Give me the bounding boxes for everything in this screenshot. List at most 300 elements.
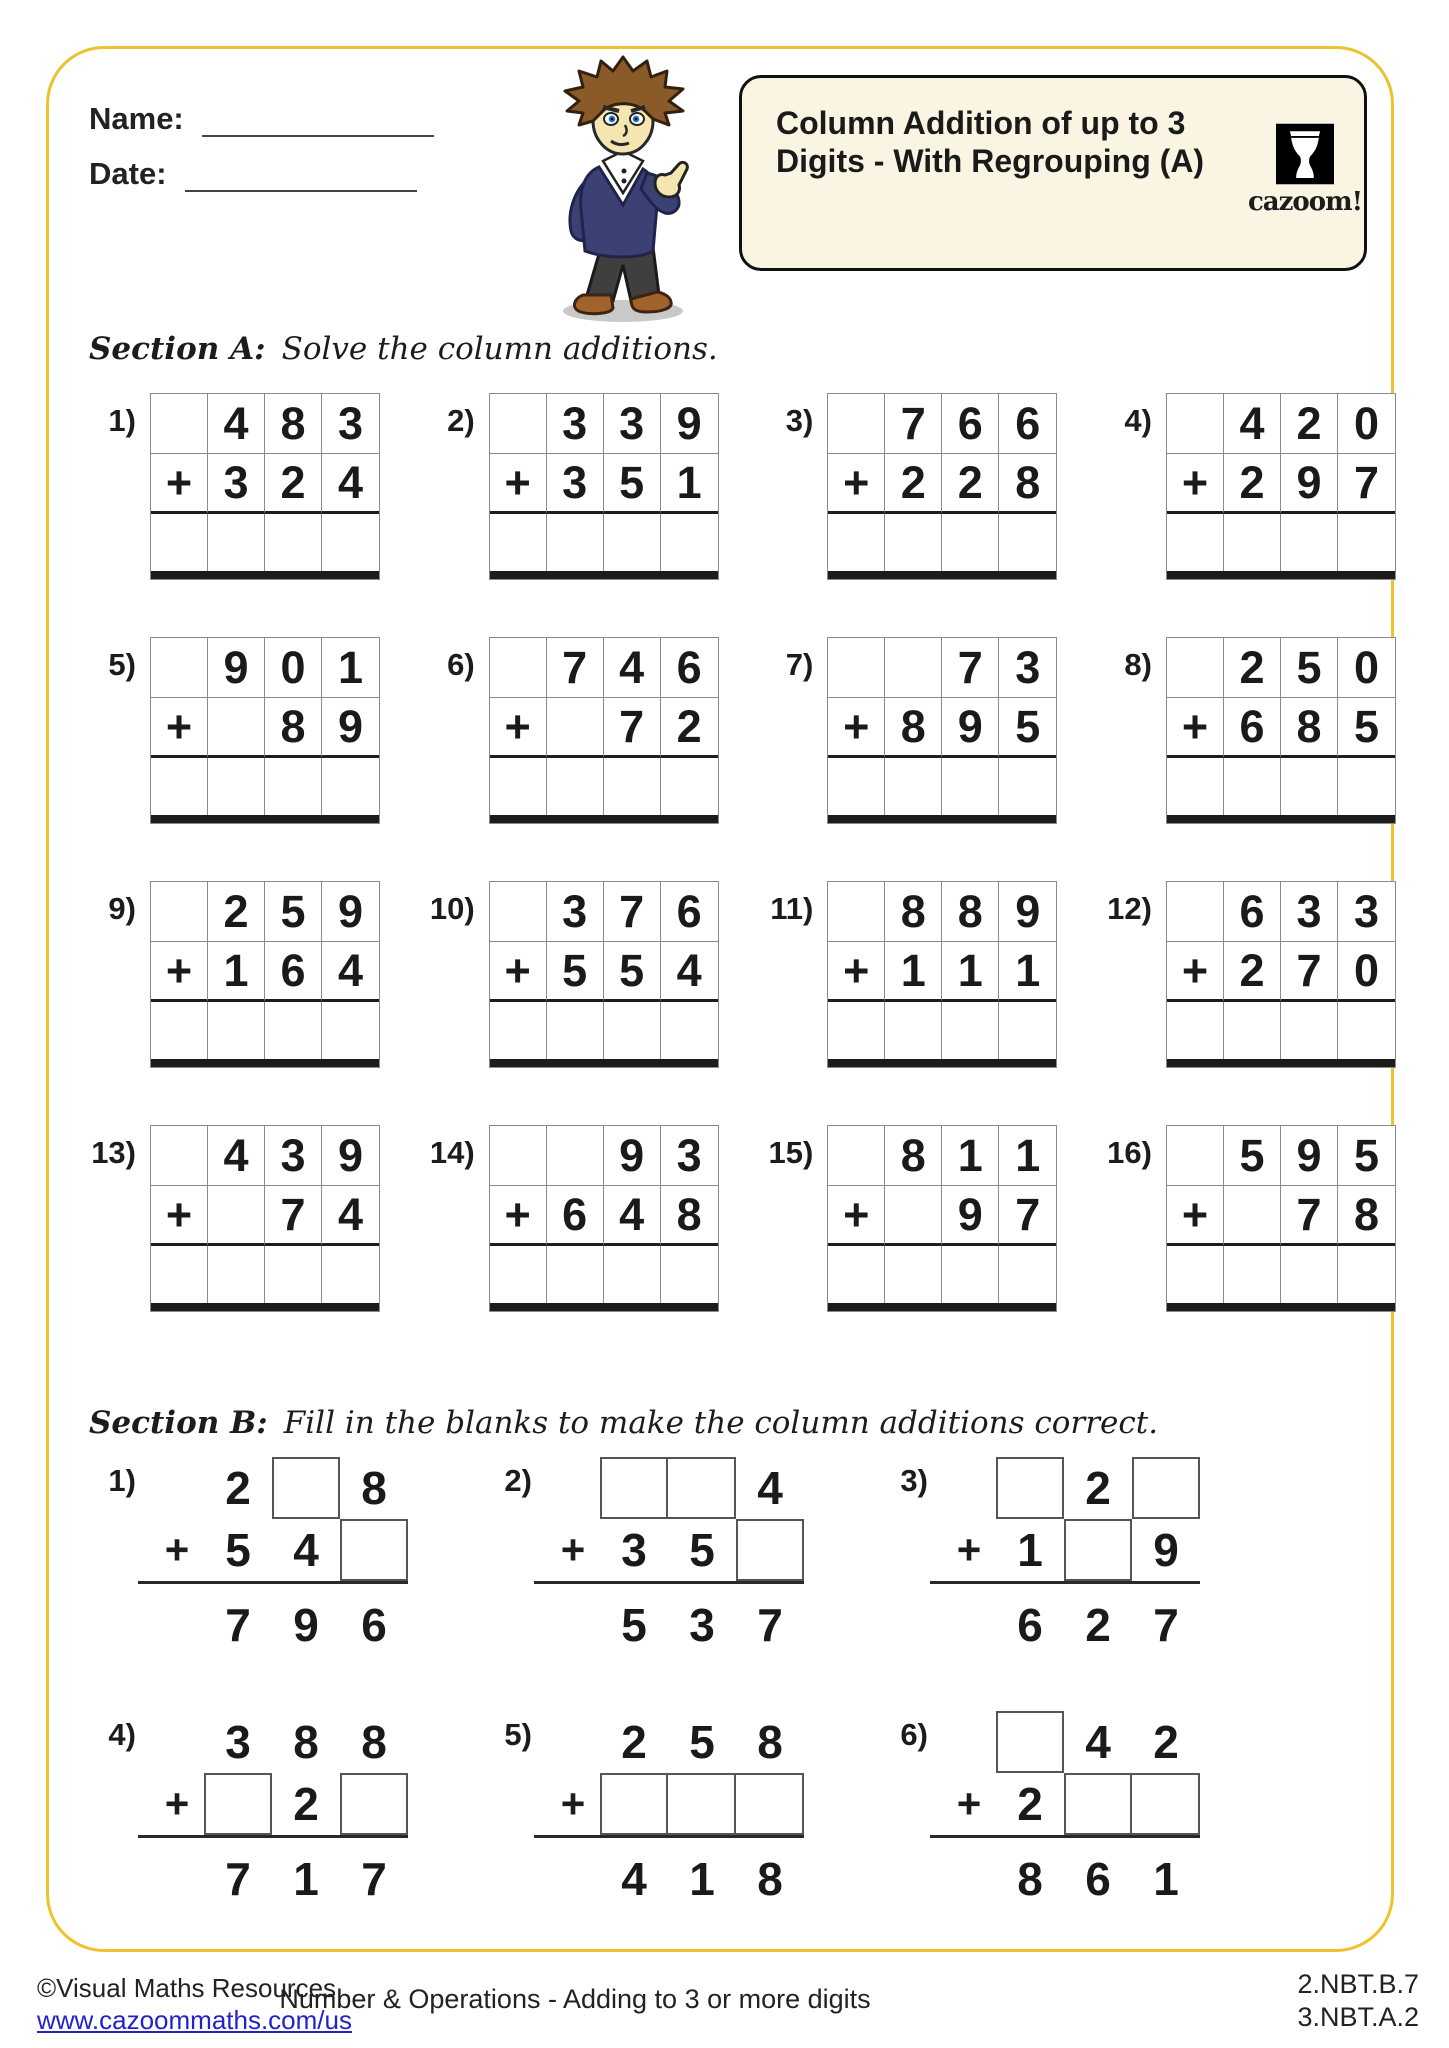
answer-row [828,1246,1056,1303]
digit-cell [151,638,208,698]
blank-box[interactable] [204,1773,272,1835]
column-addition-grid [827,1125,1057,1312]
answer-digit: 4 [621,1853,647,1905]
blank-box[interactable] [668,1457,736,1519]
digit-cell: 8 [661,1186,718,1246]
answer-cell[interactable] [490,1002,547,1059]
answer-cell[interactable] [322,1246,379,1303]
digit-cell: 7 [1281,1186,1338,1246]
addend-bottom-row [490,698,718,758]
fill-blank-grid [150,1711,408,1910]
footer-standards [1297,1968,1419,2034]
grid-bottom-bar [1167,571,1395,579]
blank-box[interactable] [996,1457,1064,1519]
problem-number: 3) [900,1463,928,1498]
problem-number: 3) [785,403,814,438]
addend-bottom-row [828,1186,1056,1246]
addend-bottom-row [151,942,379,1002]
blank-box[interactable] [736,1773,804,1835]
answer-cell[interactable] [151,758,208,815]
problem-number: 8) [1124,647,1152,682]
answer-row [828,758,1056,815]
digit-cell: 2 [942,454,999,514]
digit-cell: 9 [604,1126,661,1186]
answer-cell[interactable] [1281,1246,1338,1303]
addition-problem [751,881,1057,1068]
fill-blank-problem [74,1711,470,1910]
answer-cell[interactable] [322,758,379,815]
answer-cell[interactable] [604,758,661,815]
spacer-cell [150,1594,204,1656]
problem-number: 5) [504,1717,532,1752]
digit-cell: 2 [1224,454,1281,514]
problem-number: 13) [91,1135,136,1170]
addend-top-row [828,882,1056,942]
answer-cell[interactable] [265,758,322,815]
answer-cell[interactable] [1224,514,1281,571]
digit-cell: 2 [208,882,265,942]
fill-blank-problem [470,1457,866,1656]
blank-box[interactable] [600,1773,668,1835]
digit: 3 [621,1524,647,1576]
spacer-cell [150,1711,204,1773]
plus-sign-cell: + [490,942,547,1002]
grid-bottom-bar [490,1303,718,1311]
blank-box[interactable] [1064,1519,1132,1581]
answer-row [1167,758,1395,815]
digit-cell [151,1126,208,1186]
digit-cell: 9 [942,698,999,758]
digit-cell: 4 [322,942,379,1002]
blank-box[interactable] [668,1773,736,1835]
answer-row [151,1002,379,1059]
digit: 8 [361,1462,387,1514]
answer-digit: 6 [1017,1599,1043,1651]
answer-cell[interactable] [1281,1002,1338,1059]
digit-cell: 9 [999,882,1056,942]
addition-problem [1090,881,1396,1068]
answer-cell[interactable] [1167,514,1224,571]
addend-top-row [546,1457,804,1519]
answer-cell[interactable] [828,758,885,815]
answer-cell[interactable] [942,758,999,815]
answer-cell[interactable] [547,1246,604,1303]
digit-cell [1167,882,1224,942]
answer-cell[interactable] [1167,1002,1224,1059]
addition-problem [751,1125,1057,1312]
grid-bottom-bar [1167,1303,1395,1311]
digit-cell [208,698,265,758]
answer-cell[interactable] [604,514,661,571]
answer-cell[interactable] [265,1246,322,1303]
answer-digit: 6 [361,1599,387,1651]
answer-cell[interactable] [1281,514,1338,571]
addend-bottom-row [150,1519,408,1581]
digit-cell: 4 [604,638,661,698]
answer-cell[interactable] [1224,1002,1281,1059]
digit-cell: 4 [322,1186,379,1246]
digit-cell: 2 [265,454,322,514]
answer-cell[interactable] [1167,1246,1224,1303]
blank-box[interactable] [340,1773,408,1835]
answer-row [150,1838,408,1910]
answer-cell[interactable] [208,514,265,571]
digit-cell [547,698,604,758]
addition-problem [1090,1125,1396,1312]
column-addition-grid [827,637,1057,824]
digit-cell: 6 [999,394,1056,454]
digit-cell: 0 [1338,942,1395,1002]
digit-cell: 0 [265,638,322,698]
digit: 5 [225,1524,251,1576]
answer-row [828,514,1056,571]
digit-cell [490,638,547,698]
plus-sign-cell: + [1167,454,1224,514]
answer-cell[interactable] [208,1002,265,1059]
addend-top-row [151,1126,379,1186]
section-a-problems [74,393,1396,1369]
name-blank-line[interactable] [202,103,434,137]
worksheet-title: Column Addition of up to 3 Digits - With Regrouping (A) [776,105,1205,179]
column-addition-grid [489,1125,719,1312]
digit-cell: 9 [322,1126,379,1186]
grid-bottom-bar [490,1059,718,1067]
answer-cell[interactable] [661,1246,718,1303]
digit-cell [828,638,885,698]
digit-cell: 7 [1338,454,1395,514]
digit-cell: 2 [885,454,942,514]
addend-top-row [151,394,379,454]
column-addition-grid [150,881,380,1068]
logo-wordmark: cazoom! [1247,187,1363,217]
addend-bottom-row [150,1773,408,1835]
answer-cell[interactable] [151,1246,208,1303]
answer-cell[interactable] [885,758,942,815]
column-addition-grid [1166,1125,1396,1312]
answer-cell[interactable] [1167,758,1224,815]
digit-cell: 7 [942,638,999,698]
digit-cell: 1 [208,942,265,1002]
digit-cell: 9 [322,698,379,758]
spacer-cell [942,1457,996,1519]
answer-row [151,758,379,815]
answer-cell[interactable] [1338,758,1395,815]
column-addition-grid [1166,393,1396,580]
plus-sign: + [560,1526,586,1573]
cazoom-logo [1246,78,1364,268]
digit-cell: 3 [1338,882,1395,942]
addend-bottom-row [1167,1186,1395,1246]
digit-cell: 8 [999,454,1056,514]
column-addition-grid [827,881,1057,1068]
problem-number: 1) [108,403,136,438]
section-b-instruction: Fill in the blanks to make the column additions correct. [283,1405,1159,1441]
digit-cell: 8 [265,698,322,758]
digit: 2 [1017,1778,1043,1830]
title-box [739,75,1367,271]
date-field-row [89,156,417,192]
column-addition-grid [150,1125,380,1312]
answer-cell[interactable] [151,514,208,571]
answer-cell[interactable] [661,1002,718,1059]
answer-cell[interactable] [604,1002,661,1059]
answer-cell[interactable] [547,1002,604,1059]
grid-bottom-bar [490,571,718,579]
addend-bottom-row [151,454,379,514]
answer-cell[interactable] [265,514,322,571]
djembe-drum-icon [1276,122,1334,186]
addend-top-row [1167,638,1395,698]
digit-cell: 3 [547,454,604,514]
spacer-cell [546,1711,600,1773]
digit-cell: 7 [885,394,942,454]
answer-cell[interactable] [604,1246,661,1303]
spacer-cell [942,1594,996,1656]
digit-cell: 9 [1281,1126,1338,1186]
addend-bottom-row [490,942,718,1002]
digit-cell [885,1186,942,1246]
answer-cell[interactable] [942,514,999,571]
answer-cell[interactable] [999,1246,1056,1303]
section-b-heading [89,1405,1158,1441]
addend-bottom-row [490,1186,718,1246]
answer-digit: 5 [621,1599,647,1651]
answer-cell[interactable] [265,1002,322,1059]
addend-top-row [828,394,1056,454]
blank-box[interactable] [340,1519,408,1581]
answer-cell[interactable] [208,758,265,815]
answer-cell[interactable] [999,1002,1056,1059]
answer-cell[interactable] [999,514,1056,571]
answer-row [490,1002,718,1059]
digit-cell: 6 [265,942,322,1002]
column-addition-grid [827,393,1057,580]
answer-cell[interactable] [322,1002,379,1059]
answer-cell[interactable] [547,514,604,571]
answer-cell[interactable] [661,514,718,571]
digit-cell: 4 [322,454,379,514]
answer-cell[interactable] [1338,1002,1395,1059]
spacer-cell [942,1711,996,1773]
spacer-cell [150,1848,204,1910]
plus-sign-cell: + [828,454,885,514]
answer-cell[interactable] [885,1002,942,1059]
fill-blank-grid [942,1711,1200,1910]
answer-cell[interactable] [885,1246,942,1303]
answer-cell[interactable] [828,1246,885,1303]
digit-cell: 6 [547,1186,604,1246]
digit-cell: 4 [208,1126,265,1186]
grid-bottom-bar [828,815,1056,823]
digit-cell: 6 [1224,882,1281,942]
answer-digit: 7 [225,1599,251,1651]
fill-blank-problem [470,1711,866,1910]
plus-sign-cell: + [1167,942,1224,1002]
answer-row [490,514,718,571]
digit-cell [490,1126,547,1186]
digit: 2 [1085,1462,1111,1514]
problem-number: 1) [108,1463,136,1498]
digit-cell: 8 [885,1126,942,1186]
answer-cell[interactable] [490,514,547,571]
answer-cell[interactable] [1338,514,1395,571]
column-addition-grid [150,393,380,580]
plus-sign-cell: + [828,1186,885,1246]
digit-cell: 4 [604,1186,661,1246]
blank-box[interactable] [1132,1457,1200,1519]
date-blank-line[interactable] [185,158,417,192]
blank-box[interactable] [736,1519,804,1581]
column-addition-grid [1166,881,1396,1068]
plus-sign: + [956,1780,982,1827]
digit-cell: 9 [1281,454,1338,514]
plus-sign-cell: + [151,942,208,1002]
digit-cell: 2 [1224,942,1281,1002]
spacer-cell [546,1848,600,1910]
addition-problem [413,881,719,1068]
answer-row [1167,1002,1395,1059]
addition-problem [74,881,380,1068]
answer-cell[interactable] [661,758,718,815]
grid-bottom-bar [151,571,379,579]
fill-blank-problem [866,1457,1262,1656]
answer-cell[interactable] [151,1002,208,1059]
answer-cell[interactable] [942,1246,999,1303]
grid-bottom-bar [828,1303,1056,1311]
website-link[interactable]: www.cazoommaths.com/us [37,2005,352,2035]
answer-cell[interactable] [1224,758,1281,815]
fill-blank-problem [74,1457,470,1656]
digit-cell [151,394,208,454]
column-addition-grid [489,393,719,580]
answer-row [546,1838,804,1910]
problem-number: 5) [108,647,136,682]
digit-cell: 7 [1281,942,1338,1002]
date-label: Date: [89,156,167,191]
digit-cell: 3 [265,1126,322,1186]
digit-cell: 5 [1338,698,1395,758]
section-b-title: Section B: [89,1405,268,1441]
plus-sign: + [164,1780,190,1827]
blank-box[interactable] [600,1457,668,1519]
plus-sign-cell: + [490,454,547,514]
name-field-row [89,101,434,137]
addition-problem [751,393,1057,580]
answer-digit: 1 [689,1853,715,1905]
addition-problem [413,1125,719,1312]
digit-cell: 6 [942,394,999,454]
digit: 5 [689,1716,715,1768]
addition-problem [74,637,380,824]
blank-box[interactable] [996,1711,1064,1773]
answer-cell[interactable] [828,514,885,571]
blank-box[interactable] [1064,1773,1132,1835]
spacer-cell [150,1457,204,1519]
digit-cell: 1 [322,638,379,698]
section-a-instruction: Solve the column additions. [281,331,718,367]
answer-cell[interactable] [547,758,604,815]
footer-topic: Number & Operations - Adding to 3 or more digits [279,1984,871,2014]
digit-cell: 3 [661,1126,718,1186]
digit-cell: 3 [547,394,604,454]
digit-cell: 5 [547,942,604,1002]
digit-cell: 6 [661,882,718,942]
addend-top-row [151,638,379,698]
answer-cell[interactable] [1338,1246,1395,1303]
digit-cell: 5 [1224,1126,1281,1186]
spacer-cell [942,1848,996,1910]
addend-bottom-row [942,1519,1200,1581]
fill-blank-grid [150,1457,408,1656]
answer-cell[interactable] [828,1002,885,1059]
answer-row [150,1584,408,1656]
answer-row [151,1246,379,1303]
problem-number: 6) [900,1717,928,1752]
digit-cell: 5 [604,454,661,514]
digit-cell: 5 [265,882,322,942]
digit: 8 [361,1716,387,1768]
addition-problem [1090,393,1396,580]
digit-cell: 7 [604,882,661,942]
plus-sign-cell: + [490,698,547,758]
answer-cell[interactable] [490,758,547,815]
addend-bottom-row [490,454,718,514]
digit-cell [151,882,208,942]
digit: 2 [1153,1716,1179,1768]
addend-top-row [490,882,718,942]
digit-cell [1167,1126,1224,1186]
digit-cell: 2 [1281,394,1338,454]
plus-sign-cell: + [151,454,208,514]
answer-cell[interactable] [490,1246,547,1303]
addend-bottom-row [1167,698,1395,758]
digit-cell: 2 [1224,638,1281,698]
digit-cell: 4 [1224,394,1281,454]
digit: 4 [757,1462,783,1514]
plus-sign-cell: + [151,1186,208,1246]
standard-code: 2.NBT.B.7 [1297,1969,1419,1999]
answer-cell[interactable] [999,758,1056,815]
digit: 4 [293,1524,319,1576]
digit-cell: 5 [604,942,661,1002]
answer-digit: 1 [293,1853,319,1905]
addend-bottom-row [546,1773,804,1835]
addend-top-row [150,1457,408,1519]
digit-cell [1224,1186,1281,1246]
blank-box[interactable] [272,1457,340,1519]
digit-cell [490,882,547,942]
blank-box[interactable] [1132,1773,1200,1835]
problem-number: 12) [1107,891,1152,926]
problem-number: 9) [108,891,136,926]
digit-cell: 1 [999,942,1056,1002]
answer-cell[interactable] [208,1246,265,1303]
mascot-illustration [547,53,705,330]
digit-cell [547,1126,604,1186]
problem-number: 2) [447,403,475,438]
problem-number: 4) [1124,403,1152,438]
addend-top-row [490,394,718,454]
answer-cell[interactable] [885,514,942,571]
answer-digit: 6 [1085,1853,1111,1905]
answer-cell[interactable] [1281,758,1338,815]
digit-cell: 5 [999,698,1056,758]
addend-bottom-row [151,1186,379,1246]
answer-cell[interactable] [942,1002,999,1059]
answer-row [546,1584,804,1656]
answer-cell[interactable] [322,514,379,571]
answer-cell[interactable] [1224,1246,1281,1303]
